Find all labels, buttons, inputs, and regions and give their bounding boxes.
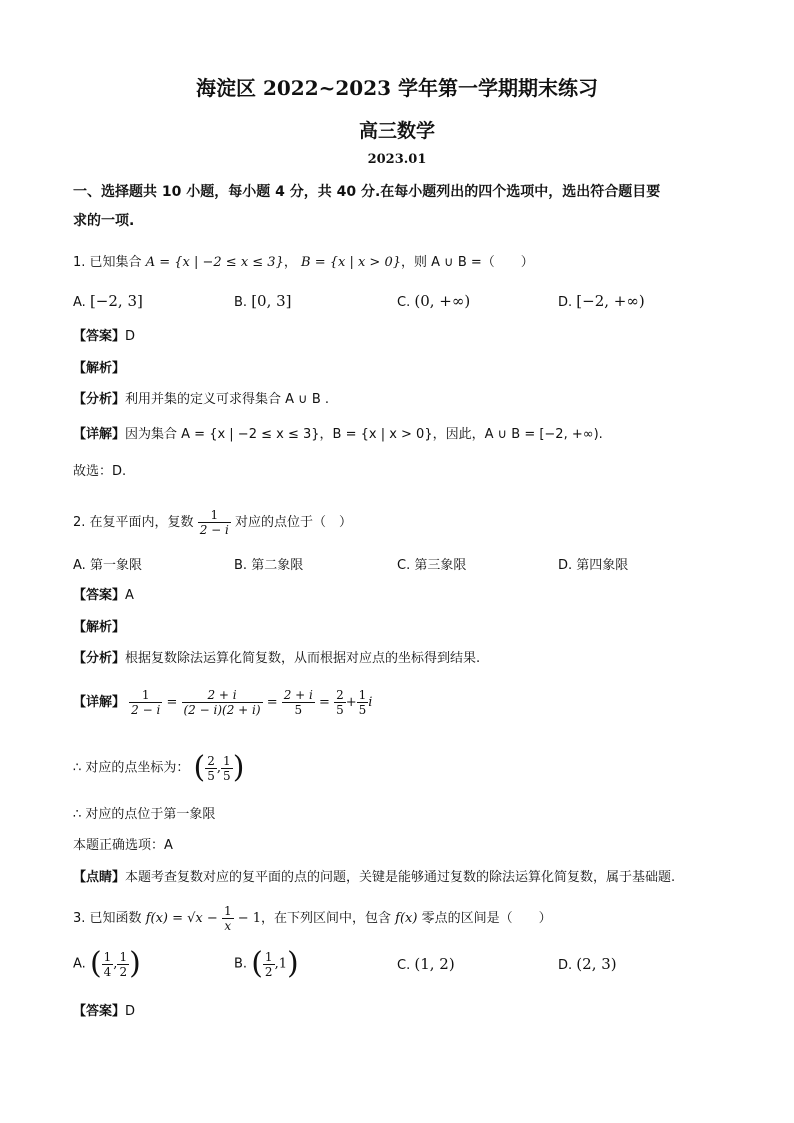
detail-tag: 【详解】 <box>73 695 126 710</box>
q2-location: ∴ 对应的点位于第一象限 <box>73 807 216 822</box>
fenxi-tag: 【分析】 <box>73 651 126 666</box>
answer-value: D <box>125 329 136 344</box>
q2-option-d <box>558 557 628 575</box>
frac-den: 5 <box>336 703 344 717</box>
question-number: 1. <box>73 255 86 270</box>
option-label: D. <box>558 558 573 573</box>
q2-coordinate: ∴ 对应的点坐标为： ( $\frac{2}{5}$ , $\frac{1}{5}$ ) <box>73 750 245 785</box>
fraction <box>198 508 231 537</box>
option-value: (0, +∞) <box>414 292 471 310</box>
option-label: D. <box>558 295 573 310</box>
option-value: (1, 2) <box>414 955 455 973</box>
eq-frac-4 <box>334 688 346 717</box>
option-value: [−2, +∞) <box>576 292 645 310</box>
option-value: 第二象限 <box>251 558 304 573</box>
frac-num: 1 <box>198 508 231 523</box>
function-name: f(x) <box>395 911 418 926</box>
coord-frac-b <box>221 754 233 783</box>
q3-option-b: B. ( $\frac{1}{2}$ ,1) <box>234 946 299 981</box>
frac <box>117 950 129 979</box>
fenxi-text: 利用并集的定义可求得集合 A ∪ B . <box>125 392 330 407</box>
frac-den: 5 <box>358 703 367 717</box>
option-value: (2, 3) <box>576 955 617 973</box>
q3-option-a: A. ( $\frac{1}{4}$ , $\frac{1}{2}$ ) <box>73 946 141 981</box>
option-label: C. <box>397 958 411 973</box>
question-text: 在复平面内，复数 <box>89 515 194 530</box>
option-value: 第一象限 <box>89 558 142 573</box>
q1-choice: 故选：D. <box>73 464 127 479</box>
question-text-tail: 对应的点位于（ ） <box>235 515 353 530</box>
section-heading-line2: 求的一项. <box>73 213 135 229</box>
frac-num: 2 <box>207 753 215 768</box>
q2-dianjing <box>73 869 675 887</box>
separator: ， <box>283 255 297 270</box>
coord-text: ∴ 对应的点坐标为： <box>73 760 190 776</box>
frac-num: 2 + i <box>283 688 313 702</box>
frac-den: (2 − i)(2 + i) <box>183 703 261 717</box>
coord-frac-a <box>205 754 217 783</box>
exam-subject: 高三数学 <box>358 120 435 142</box>
question-2-stem <box>73 508 352 537</box>
frac-num: 1 <box>223 753 231 768</box>
q2-option-b <box>234 557 303 575</box>
question-text: 已知函数 <box>89 911 142 926</box>
frac-den: 5 <box>223 768 231 783</box>
q2-analysis <box>73 619 125 637</box>
analysis-tag: 【解析】 <box>73 361 126 376</box>
question-text-mid: ，在下列区间中，包含 <box>261 911 392 926</box>
exam-date: 2023.01 <box>367 152 427 167</box>
frac <box>263 950 275 979</box>
question-text-tail: 零点的区间是（ ） <box>421 911 552 926</box>
frac-den: 4 <box>103 964 112 979</box>
option-value: [−2, 3] <box>89 292 143 310</box>
fenxi-tag: 【分析】 <box>73 392 126 407</box>
question-text: 已知集合 <box>89 255 142 270</box>
option-label: B. <box>234 558 248 573</box>
q1-detail <box>73 426 603 444</box>
option-value: [0, 3] <box>251 292 292 310</box>
q3-option-d <box>558 955 617 975</box>
answer-tag: 【答案】 <box>73 588 126 603</box>
frac-num: 1 <box>103 949 112 964</box>
eq-frac-1 <box>129 688 162 717</box>
set-a: A = {x | −2 ≤ x ≤ 3} <box>145 255 284 270</box>
frac-den: 2 − i <box>199 523 229 537</box>
answer-value: D <box>125 1004 136 1019</box>
q1-option-b <box>234 292 292 312</box>
frac-den: 5 <box>207 768 215 783</box>
section-heading-line1: 一、选择题共 10 小题，每小题 4 分，共 40 分.在每小题列出的四个选项中，选出符合题目要 <box>73 184 661 200</box>
detail-text: 因为集合 A = {x | −2 ≤ x ≤ 3}，B = {x | x > 0}，因此，A ∪ B = [−2, +∞). <box>125 427 603 442</box>
question-1-stem <box>73 254 534 272</box>
frac-num: 1 <box>119 949 128 964</box>
exam-title: 海淀区 2022~2023 学年第一学期期末练习 <box>195 76 598 100</box>
q1-option-a <box>73 292 143 312</box>
option-value: 第三象限 <box>414 558 467 573</box>
analysis-tag: 【解析】 <box>73 620 126 635</box>
dianjing-tag: 【点睛】 <box>73 870 126 885</box>
function-expr: f(x) = √x − <box>145 911 218 926</box>
dianjing-text: 本题考查复数对应的复平面的点的问题，关键是能够通过复数的除法运算化简复数，属于基础题. <box>125 870 676 885</box>
minus-one: − 1 <box>237 911 262 926</box>
frac-num: 1 <box>223 904 232 918</box>
imag-unit: i <box>368 695 373 710</box>
fraction <box>222 904 234 933</box>
frac-num: 2 <box>336 688 344 702</box>
option-label: B. <box>234 295 248 310</box>
option-label: B. <box>234 956 248 972</box>
frac-num: 1 <box>129 688 162 703</box>
eq-frac-2 <box>182 688 263 717</box>
q1-answer <box>73 328 135 346</box>
question-3-stem <box>73 904 552 934</box>
frac-den: 2 <box>119 964 128 979</box>
q2-option-a <box>73 557 142 575</box>
eq-frac-5 <box>357 688 369 717</box>
option-label: A. <box>73 295 86 310</box>
frac <box>102 950 114 979</box>
option-label: C. <box>397 558 411 573</box>
set-b: B = {x | x > 0} <box>301 255 402 270</box>
option-label: C. <box>397 295 411 310</box>
answer-tag: 【答案】 <box>73 1004 126 1019</box>
q1-fenxi <box>73 391 329 409</box>
frac-num: 2 + i <box>182 688 263 703</box>
plus-sign: + <box>345 695 357 710</box>
frac-den: x <box>224 919 232 933</box>
q1-option-d <box>558 292 645 312</box>
detail-tag: 【详解】 <box>73 427 126 442</box>
question-text-tail: ，则 A ∪ B =（ ） <box>401 255 534 270</box>
q3-answer <box>73 1003 135 1021</box>
answer-value: A <box>125 588 134 603</box>
q2-detail: 【详解】 $\frac{1}{2 - i}$ = $\frac{2 + i}{(2 - i)(2 + i)}$ = $\frac{2 + i}{5}$ = $\frac{2}{5}$ + $\frac{1}{5}$ i <box>73 688 373 717</box>
fenxi-text: 根据复数除法运算化简复数，从而根据对应点的坐标得到结果. <box>125 651 481 666</box>
frac-den: 2 − i <box>131 703 161 717</box>
interval-end: 1 <box>278 956 287 972</box>
eq-frac-3 <box>282 688 315 717</box>
option-value: 第四象限 <box>576 558 629 573</box>
frac-num: 1 <box>264 949 273 964</box>
question-number: 2. <box>73 515 86 530</box>
frac-num: 1 <box>358 688 367 702</box>
q2-option-c <box>397 557 466 575</box>
question-number: 3. <box>73 911 86 926</box>
q2-correct: 本题正确选项：A <box>73 838 173 853</box>
frac-den: 2 <box>264 964 273 979</box>
q1-analysis <box>73 360 125 378</box>
q3-option-c <box>397 955 455 975</box>
frac-den: 5 <box>294 703 303 717</box>
option-label: D. <box>558 958 573 973</box>
answer-tag: 【答案】 <box>73 329 126 344</box>
q2-answer <box>73 587 134 605</box>
option-label: A. <box>73 558 86 573</box>
q1-option-c <box>397 292 470 312</box>
q2-fenxi <box>73 650 480 668</box>
option-label: A. <box>73 956 86 972</box>
